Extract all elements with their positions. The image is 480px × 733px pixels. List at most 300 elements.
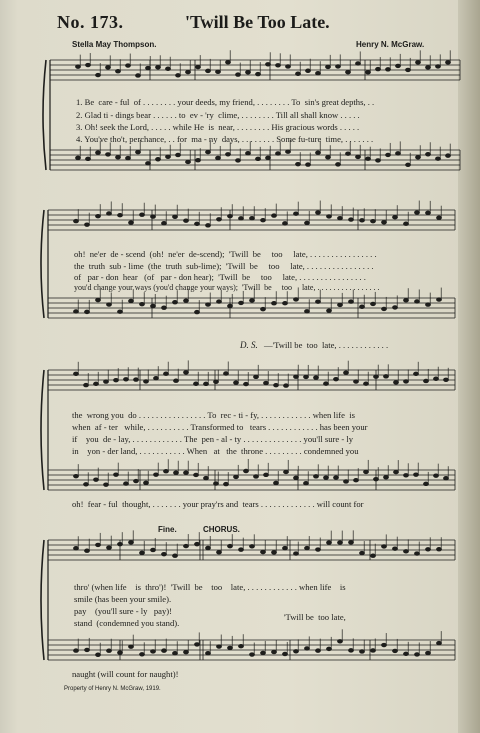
note-head (272, 302, 277, 305)
note-head (326, 156, 331, 159)
note-head (382, 643, 387, 646)
note-head (272, 551, 277, 554)
note-head (239, 217, 244, 220)
note-head (382, 221, 387, 224)
note-head (173, 651, 178, 654)
note-head (162, 649, 167, 652)
note-head (140, 653, 145, 656)
note-head (156, 158, 161, 161)
note-head (354, 380, 359, 383)
note-head (126, 64, 131, 67)
note-head (74, 547, 79, 550)
bass-lyric-line: oh! fear - ful thought, . . . . . . . your pray'rs and tears . . . . . . . . . . . . . will count for (72, 499, 364, 509)
note-head (246, 71, 251, 74)
note-head (140, 551, 145, 554)
note-head (394, 470, 399, 473)
note-head (444, 477, 449, 480)
note-head (360, 650, 365, 653)
note-head (338, 640, 343, 643)
note-head (118, 213, 123, 216)
note-head (261, 218, 266, 221)
note-head (254, 375, 259, 378)
fine-marking: Fine. (158, 525, 177, 534)
note-head (107, 649, 112, 652)
note-head (371, 302, 376, 305)
note-head (85, 223, 90, 226)
note-head (371, 219, 376, 222)
note-head (107, 303, 112, 306)
note-head (184, 299, 189, 302)
note-head (173, 301, 178, 304)
note-head (376, 67, 381, 70)
note-head (74, 310, 79, 313)
note-head (404, 380, 409, 383)
note-head (156, 66, 161, 69)
note-head (294, 476, 299, 479)
note-head (426, 651, 431, 654)
note-head (446, 154, 451, 157)
note-head (305, 221, 310, 224)
note-head (374, 375, 379, 378)
note-head (404, 474, 409, 477)
note-head (84, 383, 89, 386)
verse-1-line: the wrong you do . . . . . . . . . . . . . . . . To rec - ti - fy, . . . . . . . . . . . . when life is (72, 410, 355, 420)
note-head (406, 68, 411, 71)
note-head (162, 306, 167, 309)
note-head (226, 153, 231, 156)
note-head (94, 382, 99, 385)
note-head (250, 299, 255, 302)
note-head (228, 304, 233, 307)
note-head (314, 475, 319, 478)
note-head (76, 65, 81, 68)
note-head (94, 478, 99, 481)
note-head (272, 214, 277, 217)
verse-4-line: 4. You've tho't, perchance, . . for ma - ny days, . . . . . . . . Some fu-ture time, . . . . . . . (76, 134, 374, 144)
note-head (382, 545, 387, 548)
note-head (264, 381, 269, 384)
note-head (239, 301, 244, 304)
hymn-title: 'Twill Be Too Late. (185, 12, 330, 32)
note-head (85, 310, 90, 313)
note-head (166, 155, 171, 158)
note-head (415, 552, 420, 555)
note-head (162, 222, 167, 225)
verse-3-line: if you de - lay, . . . . . . . . . . . . The pen - al - ty . . . . . . . . . . . . . . you'll sure - ly (72, 434, 354, 444)
note-head (96, 214, 101, 217)
note-head (436, 65, 441, 68)
note-head (338, 303, 343, 306)
note-head (236, 159, 241, 162)
note-head (336, 65, 341, 68)
note-head (360, 305, 365, 308)
note-head (349, 649, 354, 652)
note-head (294, 650, 299, 653)
note-head (446, 61, 451, 64)
note-head (437, 298, 442, 301)
note-head (164, 372, 169, 375)
note-head (206, 150, 211, 153)
note-head (316, 649, 321, 652)
note-head (414, 372, 419, 375)
note-head (196, 65, 201, 68)
note-head (164, 470, 169, 473)
verse-3-line: of par - don hear (of par - don hear); 'Twill be too late, . . . . . . . . . . . . . . . . (74, 272, 366, 282)
note-head (194, 382, 199, 385)
note-head (106, 153, 111, 156)
note-head (444, 378, 449, 381)
note-head (166, 67, 171, 70)
note-head (116, 156, 121, 159)
note-head (393, 215, 398, 218)
verse-1-line: oh! ne'er de - scend (oh! ne'er de-scend); 'Twill be too late, . . . . . . . . . . . . . . . . (74, 249, 377, 259)
note-head (96, 543, 101, 546)
note-head (386, 153, 391, 156)
ds-label: D. S. (240, 340, 258, 350)
note-head (364, 470, 369, 473)
note-head (306, 69, 311, 72)
note-head (276, 152, 281, 155)
note-head (124, 482, 129, 485)
note-head (224, 482, 229, 485)
note-head (326, 65, 331, 68)
note-head (184, 219, 189, 222)
note-head (416, 61, 421, 64)
brace (41, 210, 44, 318)
note-head (346, 152, 351, 155)
note-head (437, 548, 442, 551)
verse-4-line: in yon - der land, . . . . . . . . . . . When at the throne . . . . . . . . . condemned you (72, 446, 359, 456)
note-head (204, 382, 209, 385)
note-head (261, 651, 266, 654)
note-head (154, 473, 159, 476)
note-head (144, 481, 149, 484)
note-head (294, 298, 299, 301)
note-head (106, 66, 111, 69)
note-head (296, 72, 301, 75)
note-head (338, 216, 343, 219)
note-head (384, 476, 389, 479)
note-head (396, 152, 401, 155)
note-head (426, 548, 431, 551)
note-head (134, 378, 139, 381)
note-head (234, 381, 239, 384)
note-head (256, 72, 261, 75)
note-head (366, 71, 371, 74)
note-head (254, 475, 259, 478)
note-head (228, 646, 233, 649)
note-head (151, 304, 156, 307)
note-head (415, 300, 420, 303)
note-head (216, 156, 221, 159)
note-head (195, 222, 200, 225)
note-head (86, 63, 91, 66)
note-head (250, 653, 255, 656)
note-head (296, 162, 301, 165)
note-head (274, 481, 279, 484)
note-head (96, 73, 101, 76)
note-head (116, 70, 121, 73)
note-head (434, 474, 439, 477)
brace (41, 370, 44, 490)
note-head (196, 159, 201, 162)
note-head (176, 153, 181, 156)
note-head (338, 541, 343, 544)
note-head (86, 157, 91, 160)
note-head (283, 546, 288, 549)
note-head (206, 303, 211, 306)
note-head (404, 222, 409, 225)
bass-cue-lyric: 'Twill be too late, (284, 612, 346, 622)
note-head (360, 551, 365, 554)
lyricist-credit: Stella May Thompson. (72, 40, 157, 49)
note-head (186, 160, 191, 163)
brace (41, 540, 44, 660)
note-head (374, 477, 379, 480)
note-head (376, 159, 381, 162)
note-head (384, 375, 389, 378)
note-head (129, 541, 134, 544)
note-head (305, 546, 310, 549)
note-head (327, 541, 332, 544)
note-head (216, 70, 221, 73)
note-head (195, 643, 200, 646)
note-head (356, 155, 361, 158)
note-head (266, 156, 271, 159)
note-head (206, 224, 211, 227)
note-head (294, 552, 299, 555)
note-head (118, 651, 123, 654)
note-head (393, 306, 398, 309)
note-head (305, 310, 310, 313)
note-head (261, 307, 266, 310)
note-head (206, 69, 211, 72)
note-head (286, 150, 291, 153)
note-head (393, 649, 398, 652)
hymn-number: No. 173. (57, 12, 124, 32)
note-head (206, 546, 211, 549)
note-head (316, 72, 321, 75)
note-head (404, 550, 409, 553)
note-head (136, 150, 141, 153)
note-head (434, 377, 439, 380)
note-head (74, 372, 79, 375)
note-head (246, 152, 251, 155)
note-head (304, 375, 309, 378)
verse-1-line: 1. Be care - ful of . . . . . . . . your deeds, my friend, . . . . . . . . To sin's great depths, . . (76, 97, 375, 107)
note-head (173, 554, 178, 557)
note-head (327, 309, 332, 312)
note-head (437, 216, 442, 219)
note-head (104, 483, 109, 486)
note-head (324, 382, 329, 385)
note-head (272, 650, 277, 653)
note-head (204, 476, 209, 479)
note-head (371, 554, 376, 557)
note-head (239, 644, 244, 647)
note-head (184, 371, 189, 374)
note-head (327, 647, 332, 650)
note-head (426, 66, 431, 69)
note-head (96, 653, 101, 656)
verse-2-line: 2. Glad ti - dings bear . . . . . . to ev - 'ry clime, . . . . . . . . Till all shall know . . . . . (76, 110, 360, 120)
verse-2-line: smile (has been your smile). (74, 594, 172, 604)
note-head (129, 221, 134, 224)
brace (43, 60, 46, 170)
note-head (104, 380, 109, 383)
chorus-marking: CHORUS. (203, 525, 240, 534)
note-head (244, 469, 249, 472)
note-head (316, 151, 321, 154)
note-head (107, 546, 112, 549)
note-head (261, 550, 266, 553)
note-head (360, 219, 365, 222)
note-head (217, 218, 222, 221)
note-head (195, 542, 200, 545)
note-head (250, 217, 255, 220)
verse-4-line: stand (condemned you stand). (74, 618, 180, 628)
note-head (85, 549, 90, 552)
note-head (151, 650, 156, 653)
note-head (140, 302, 145, 305)
note-head (437, 641, 442, 644)
note-head (424, 379, 429, 382)
note-head (184, 544, 189, 547)
note-head (314, 376, 319, 379)
note-head (349, 300, 354, 303)
ds-lyric: —'Twill be too late, . . . . . . . . . . . . (264, 340, 389, 350)
verse-2-line: the truth sub - lime (the truth sub-lime); 'Twill be too late, . . . . . . . . . . . . . . . . (74, 261, 374, 271)
note-head (85, 648, 90, 651)
note-head (234, 475, 239, 478)
note-head (393, 547, 398, 550)
note-head (256, 157, 261, 160)
note-head (327, 215, 332, 218)
note-head (140, 213, 145, 216)
verse-3-line: pay (you'll sure - ly pay)! (74, 606, 172, 616)
note-head (129, 299, 134, 302)
note-head (382, 307, 387, 310)
note-head (336, 163, 341, 166)
note-head (162, 552, 167, 555)
note-head (194, 473, 199, 476)
note-head (126, 156, 131, 159)
note-head (366, 157, 371, 160)
note-head (344, 480, 349, 483)
note-head (386, 68, 391, 71)
note-head (274, 383, 279, 386)
note-head (146, 66, 151, 69)
note-head (283, 222, 288, 225)
note-head (394, 381, 399, 384)
note-head (118, 310, 123, 313)
note-head (146, 162, 151, 165)
verse-1-line: thro' (when life is thro')! 'Twill be too late, . . . . . . . . . . . . when life is (74, 582, 346, 592)
note-head (404, 299, 409, 302)
note-head (266, 63, 271, 66)
verse-3-line: 3. Oh! seek the Lord, . . . . . while He is near, . . . . . . . . His gracious words . . . . . (76, 122, 360, 132)
note-head (415, 653, 420, 656)
note-head (236, 73, 241, 76)
verse-2-line: when af - ter while, . . . . . . . . . . Transformed to tears . . . . . . . . . . . . has been your (72, 422, 368, 432)
note-head (174, 471, 179, 474)
note-head (206, 652, 211, 655)
note-head (214, 482, 219, 485)
note-head (184, 650, 189, 653)
note-head (324, 476, 329, 479)
bass-lyric-line: naught (will count for naught)! (72, 669, 179, 679)
note-head (173, 215, 178, 218)
note-head (226, 61, 231, 64)
note-head (129, 645, 134, 648)
note-head (436, 157, 441, 160)
note-head (396, 64, 401, 67)
copyright-notice: Property of Henry N. McGraw, 1919. (64, 686, 161, 692)
note-head (294, 375, 299, 378)
note-head (154, 376, 159, 379)
note-head (114, 378, 119, 381)
note-head (214, 380, 219, 383)
note-head (334, 377, 339, 380)
note-head (316, 548, 321, 551)
note-head (144, 380, 149, 383)
note-head (371, 649, 376, 652)
note-head (424, 482, 429, 485)
note-head (228, 214, 233, 217)
note-head (286, 65, 291, 68)
note-head (406, 163, 411, 166)
note-head (316, 300, 321, 303)
note-head (96, 298, 101, 301)
note-head (174, 379, 179, 382)
note-head (294, 212, 299, 215)
note-head (416, 156, 421, 159)
note-head (118, 542, 123, 545)
note-head (264, 473, 269, 476)
note-head (114, 473, 119, 476)
note-head (136, 74, 141, 77)
note-head (414, 473, 419, 476)
note-head (276, 64, 281, 67)
note-head (354, 478, 359, 481)
note-head (426, 211, 431, 214)
note-head (184, 471, 189, 474)
note-head (239, 548, 244, 551)
note-head (244, 382, 249, 385)
note-head (124, 378, 129, 381)
note-head (250, 545, 255, 548)
note-head (346, 70, 351, 73)
verse-4-line: you'd change your ways (you'd change your ways); 'Twill be too late, . . . . . . . . . . . . . . . . (74, 283, 380, 292)
note-head (404, 652, 409, 655)
note-head (186, 70, 191, 73)
note-head (305, 647, 310, 650)
note-head (426, 153, 431, 156)
note-head (195, 310, 200, 313)
note-head (426, 303, 431, 306)
note-head (217, 551, 222, 554)
note-head (283, 302, 288, 305)
note-head (176, 74, 181, 77)
note-head (107, 212, 112, 215)
note-head (74, 474, 79, 477)
note-head (284, 384, 289, 387)
note-head (364, 382, 369, 385)
note-head (306, 163, 311, 166)
note-head (84, 483, 89, 486)
note-head (283, 652, 288, 655)
note-head (228, 544, 233, 547)
